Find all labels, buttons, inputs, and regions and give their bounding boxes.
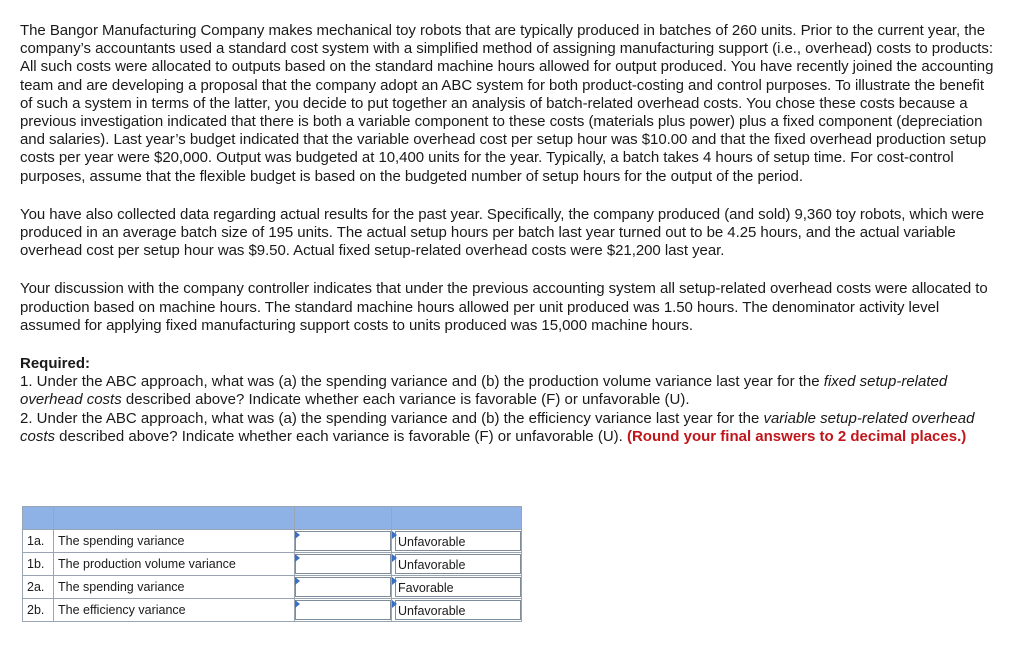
- row-number: 1b.: [23, 553, 54, 576]
- requirement-2: [20, 410, 1000, 446]
- result-cell: [392, 599, 522, 622]
- requirement-2-emphasis: variable setup-related overhead costs: [20, 409, 975, 445]
- cell-marker-icon: [295, 600, 300, 608]
- requirement-1-emphasis: fixed setup-related overhead costs: [20, 373, 948, 409]
- requirement-1-text-b: described above? Indicate whether each variance is favorable (F) or unfavorable (U).: [121, 391, 690, 409]
- amount-input[interactable]: [295, 531, 391, 551]
- answer-row-1a: [23, 530, 522, 553]
- answer-row-2a: [23, 576, 522, 599]
- amount-cell: [295, 553, 392, 576]
- problem-paragraph-2: You have also collected data regarding actual results for the past year. Specifically, the company produced (and sold) 9,360 toy robots, which were produced in an average batch size of 195 units. The actual setup hours per batch last year turned out to be 4.25 hours, and the actual variable overhead cost per setup hour was $9.50. Actual fixed setup-related overhead costs were $21,200 last year.: [20, 205, 985, 260]
- required-heading: Required:: [20, 355, 91, 373]
- row-label: The spending variance: [54, 530, 295, 553]
- favorability-select[interactable]: Unfavorable: [395, 554, 521, 574]
- answer-row-2b: [23, 599, 522, 622]
- cell-marker-icon: [392, 554, 397, 562]
- result-cell: [392, 553, 522, 576]
- row-label: The production volume variance: [54, 553, 295, 576]
- result-cell: [392, 530, 522, 553]
- problem-content: [20, 22, 1000, 446]
- cell-marker-icon: [392, 600, 397, 608]
- header-cell-label: [54, 507, 295, 530]
- answer-row-1b: [23, 553, 522, 576]
- amount-cell: [295, 576, 392, 599]
- amount-input[interactable]: [295, 554, 391, 574]
- rounding-hint: (Round your final answers to 2 decimal places.): [626, 427, 967, 445]
- requirement-2-text-a: 2. Under the ABC approach, what was (a) the spending variance and (b) the efficiency variance last year for the: [20, 409, 764, 427]
- amount-cell: [295, 530, 392, 553]
- row-number: 2a.: [23, 576, 54, 599]
- row-number: 2b.: [23, 599, 54, 622]
- row-label: The spending variance: [54, 576, 295, 599]
- answer-table: [22, 506, 522, 622]
- favorability-select[interactable]: Unfavorable: [395, 531, 521, 551]
- row-number: 1a.: [23, 530, 54, 553]
- result-cell: [392, 576, 522, 599]
- cell-marker-icon: [392, 531, 397, 539]
- favorability-select[interactable]: Unfavorable: [395, 600, 521, 620]
- problem-paragraph-3: Your discussion with the company controller indicates that under the previous accounting system all setup-related overhead costs were allocated to production based on machine hours. The standard machine hours allowed per unit produced was 1.50 hours. The denominator activity level assumed for applying fixed manufacturing support costs to units produced was 15,000 machine hours.: [20, 280, 988, 334]
- cell-marker-icon: [392, 577, 397, 585]
- cell-marker-icon: [295, 577, 300, 585]
- requirement-1: [20, 373, 1000, 409]
- requirement-1-text-a: 1. Under the ABC approach, what was (a) the spending variance and (b) the production volume variance last year for the: [20, 373, 824, 391]
- favorability-select[interactable]: Favorable: [395, 577, 521, 597]
- requirement-2-text-b: described above? Indicate whether each variance is favorable (F) or unfavorable (U).: [55, 427, 627, 445]
- cell-marker-icon: [295, 554, 300, 562]
- amount-input[interactable]: [295, 600, 391, 620]
- row-label: The efficiency variance: [54, 599, 295, 622]
- problem-paragraph-1: The Bangor Manufacturing Company makes mechanical toy robots that are typically produced in batches of 260 units. Prior to the current year, the company’s accountants used a standard cost system with a simplified method of assigning manufacturing support (i.e., overhead) costs to products: All such costs were allocated to outputs based on the standard machine hours allowed for output produced. You have recently joined the accounting team and are developing a proposal that the company adopt an ABC system for both product-costing and control purposes. To illustrate the benefit of such a system in terms of the latter, you decide to put together an analysis of batch-related overhead costs. You chose these costs because a previous investigation indicated that there is both a variable component to these costs (materials plus power) plus a fixed component (depreciation and salaries). Last year’s budget indicated that the variable overhead cost per setup hour was $10.00 and that the fixed overhead production setup costs per year were $20,000. Output was budgeted at 10,400 units for the year. Typically, a batch takes 4 hours of setup time. For cost-control purposes, assume that the flexible budget is based on the budgeted number of setup hours for the output of the period.: [20, 22, 994, 185]
- cell-marker-icon: [295, 531, 300, 539]
- header-cell-num: [23, 507, 54, 530]
- header-cell-result: [392, 507, 522, 530]
- answer-table-header: [23, 507, 522, 530]
- header-cell-amount: [295, 507, 392, 530]
- amount-cell: [295, 599, 392, 622]
- amount-input[interactable]: [295, 577, 391, 597]
